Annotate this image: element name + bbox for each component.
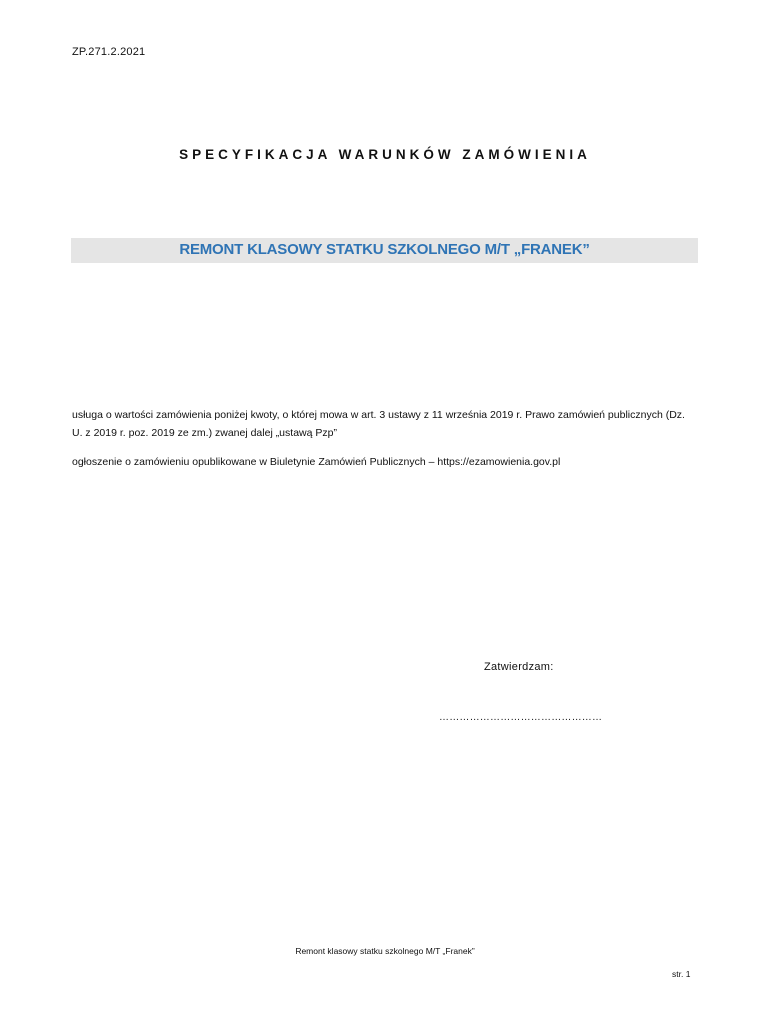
reference-number: ZP.271.2.2021 <box>72 46 146 58</box>
specification-title: SPECYFIKACJA WARUNKÓW ZAMÓWIENIA <box>179 147 591 162</box>
procedure-description: usługa o wartości zamówienia poniżej kwoty, o której mowa w art. 3 ustawy z 11 września 2019 r. Prawo zamówień publicznych (Dz. U. z 2019 r. poz. 2019 ze zm.) zwanej dalej „ustawą Pzp” <box>72 409 685 439</box>
approval-label: Zatwierdzam: <box>484 661 554 673</box>
subject-banner <box>71 238 698 263</box>
signature-line: ………………………………………… <box>439 712 603 723</box>
page-number: str. 1 <box>672 969 691 979</box>
subject-title: REMONT KLASOWY STATKU SZKOLNEGO M/T „FRANEK” <box>179 241 590 258</box>
publication-notice: ogłoszenie o zamówieniu opublikowane w Biuletynie Zamówień Publicznych – https://ezamowienia.gov.pl <box>72 456 561 468</box>
page-footer: Remont klasowy statku szkolnego M/T „Franek” <box>295 946 475 956</box>
